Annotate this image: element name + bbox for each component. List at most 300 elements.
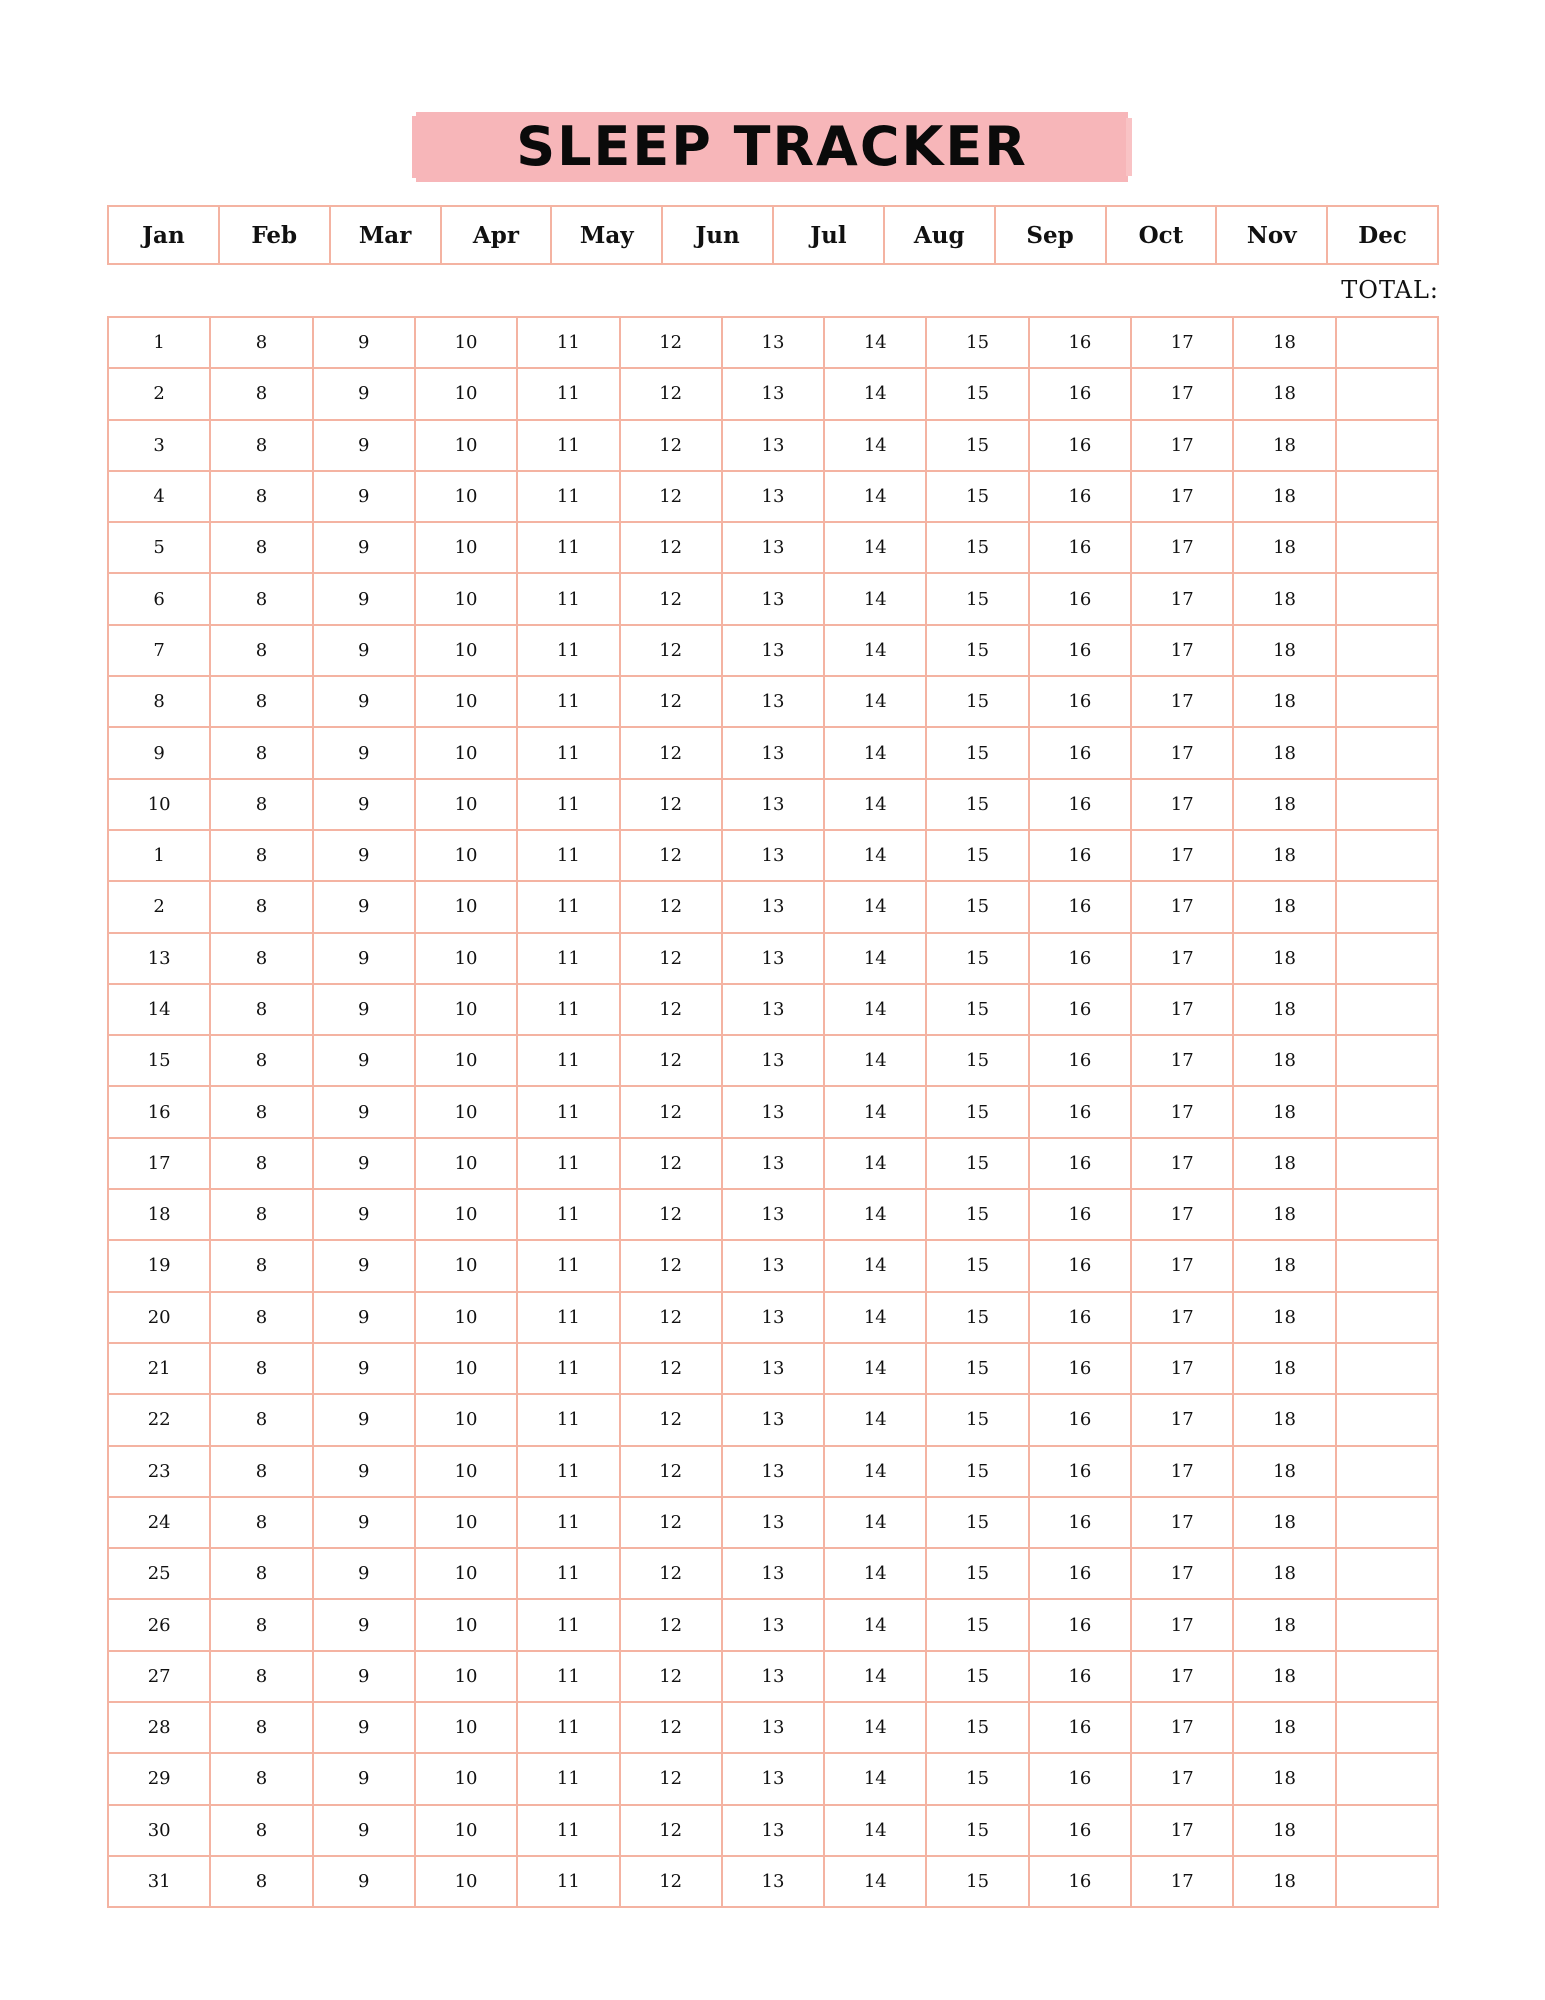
hour-cell[interactable]: 16 xyxy=(1030,1498,1132,1549)
hour-cell[interactable]: 10 xyxy=(416,1293,518,1344)
hour-cell[interactable]: 18 xyxy=(1234,523,1336,574)
hour-cell[interactable]: 9 xyxy=(314,574,416,625)
hour-cell[interactable]: 11 xyxy=(518,1498,620,1549)
hour-cell[interactable]: 12 xyxy=(621,1857,723,1908)
hour-cell[interactable]: 16 xyxy=(1030,677,1132,728)
hour-cell[interactable]: 10 xyxy=(416,1447,518,1498)
hour-cell[interactable]: 8 xyxy=(211,1754,313,1805)
hour-cell[interactable]: 9 xyxy=(314,1395,416,1446)
hour-cell[interactable]: 14 xyxy=(825,1344,927,1395)
hour-cell[interactable]: 9 xyxy=(314,1344,416,1395)
hour-cell[interactable]: 12 xyxy=(621,1190,723,1241)
hour-cell[interactable]: 18 xyxy=(1234,1600,1336,1651)
month-jan[interactable]: Jan xyxy=(109,207,220,265)
hour-cell[interactable]: 13 xyxy=(723,1549,825,1600)
hour-cell[interactable]: 16 xyxy=(1030,1190,1132,1241)
hour-cell[interactable]: 10 xyxy=(416,1806,518,1857)
hour-cell[interactable]: 14 xyxy=(825,421,927,472)
hour-cell[interactable]: 11 xyxy=(518,1087,620,1138)
month-mar[interactable]: Mar xyxy=(331,207,442,265)
hour-cell[interactable]: 10 xyxy=(416,1139,518,1190)
hour-cell[interactable]: 11 xyxy=(518,1754,620,1805)
total-cell[interactable] xyxy=(1337,1447,1439,1498)
hour-cell[interactable]: 10 xyxy=(416,1036,518,1087)
hour-cell[interactable]: 18 xyxy=(1234,1703,1336,1754)
hour-cell[interactable]: 13 xyxy=(723,1395,825,1446)
hour-cell[interactable]: 10 xyxy=(416,1241,518,1292)
hour-cell[interactable]: 18 xyxy=(1234,780,1336,831)
hour-cell[interactable]: 16 xyxy=(1030,1395,1132,1446)
total-cell[interactable] xyxy=(1337,626,1439,677)
hour-cell[interactable]: 8 xyxy=(211,780,313,831)
hour-cell[interactable]: 13 xyxy=(723,1447,825,1498)
hour-cell[interactable]: 8 xyxy=(211,1344,313,1395)
hour-cell[interactable]: 13 xyxy=(723,728,825,779)
hour-cell[interactable]: 8 xyxy=(211,523,313,574)
hour-cell[interactable]: 18 xyxy=(1234,1857,1336,1908)
hour-cell[interactable]: 8 xyxy=(211,934,313,985)
hour-cell[interactable]: 9 xyxy=(314,1754,416,1805)
hour-cell[interactable]: 9 xyxy=(314,1447,416,1498)
hour-cell[interactable]: 11 xyxy=(518,780,620,831)
hour-cell[interactable]: 15 xyxy=(927,1754,1029,1805)
total-cell[interactable] xyxy=(1337,1754,1439,1805)
hour-cell[interactable]: 15 xyxy=(927,831,1029,882)
hour-cell[interactable]: 17 xyxy=(1132,1498,1234,1549)
hour-cell[interactable]: 10 xyxy=(416,1857,518,1908)
hour-cell[interactable]: 11 xyxy=(518,1344,620,1395)
hour-cell[interactable]: 18 xyxy=(1234,626,1336,677)
total-cell[interactable] xyxy=(1337,985,1439,1036)
hour-cell[interactable]: 8 xyxy=(211,1447,313,1498)
hour-cell[interactable]: 18 xyxy=(1234,472,1336,523)
hour-cell[interactable]: 13 xyxy=(723,1087,825,1138)
hour-cell[interactable]: 10 xyxy=(416,1190,518,1241)
hour-cell[interactable]: 12 xyxy=(621,421,723,472)
hour-cell[interactable]: 10 xyxy=(416,780,518,831)
hour-cell[interactable]: 18 xyxy=(1234,677,1336,728)
month-dec[interactable]: Dec xyxy=(1328,207,1439,265)
hour-cell[interactable]: 11 xyxy=(518,1036,620,1087)
hour-cell[interactable]: 11 xyxy=(518,1395,620,1446)
hour-cell[interactable]: 9 xyxy=(314,1549,416,1600)
hour-cell[interactable]: 18 xyxy=(1234,1806,1336,1857)
hour-cell[interactable]: 8 xyxy=(211,1806,313,1857)
hour-cell[interactable]: 11 xyxy=(518,523,620,574)
hour-cell[interactable]: 14 xyxy=(825,1395,927,1446)
total-cell[interactable] xyxy=(1337,369,1439,420)
hour-cell[interactable]: 12 xyxy=(621,574,723,625)
hour-cell[interactable]: 8 xyxy=(211,1139,313,1190)
hour-cell[interactable]: 9 xyxy=(314,1857,416,1908)
hour-cell[interactable]: 16 xyxy=(1030,1703,1132,1754)
hour-cell[interactable]: 15 xyxy=(927,626,1029,677)
hour-cell[interactable]: 11 xyxy=(518,574,620,625)
hour-cell[interactable]: 15 xyxy=(927,1139,1029,1190)
month-aug[interactable]: Aug xyxy=(885,207,996,265)
hour-cell[interactable]: 13 xyxy=(723,882,825,933)
hour-cell[interactable]: 12 xyxy=(621,1139,723,1190)
hour-cell[interactable]: 12 xyxy=(621,728,723,779)
hour-cell[interactable]: 15 xyxy=(927,1498,1029,1549)
hour-cell[interactable]: 11 xyxy=(518,831,620,882)
hour-cell[interactable]: 15 xyxy=(927,728,1029,779)
hour-cell[interactable]: 13 xyxy=(723,523,825,574)
hour-cell[interactable]: 10 xyxy=(416,472,518,523)
hour-cell[interactable]: 13 xyxy=(723,1344,825,1395)
hour-cell[interactable]: 14 xyxy=(825,1087,927,1138)
hour-cell[interactable]: 14 xyxy=(825,1498,927,1549)
hour-cell[interactable]: 9 xyxy=(314,626,416,677)
total-cell[interactable] xyxy=(1337,1498,1439,1549)
hour-cell[interactable]: 10 xyxy=(416,1549,518,1600)
hour-cell[interactable]: 16 xyxy=(1030,1447,1132,1498)
hour-cell[interactable]: 13 xyxy=(723,1806,825,1857)
hour-cell[interactable]: 8 xyxy=(211,369,313,420)
hour-cell[interactable]: 12 xyxy=(621,1498,723,1549)
hour-cell[interactable]: 17 xyxy=(1132,1139,1234,1190)
hour-cell[interactable]: 11 xyxy=(518,1652,620,1703)
hour-cell[interactable]: 12 xyxy=(621,1344,723,1395)
hour-cell[interactable]: 18 xyxy=(1234,1652,1336,1703)
hour-cell[interactable]: 15 xyxy=(927,934,1029,985)
hour-cell[interactable]: 16 xyxy=(1030,1549,1132,1600)
hour-cell[interactable]: 15 xyxy=(927,985,1029,1036)
hour-cell[interactable]: 11 xyxy=(518,985,620,1036)
hour-cell[interactable]: 10 xyxy=(416,728,518,779)
hour-cell[interactable]: 13 xyxy=(723,831,825,882)
hour-cell[interactable]: 13 xyxy=(723,626,825,677)
hour-cell[interactable]: 12 xyxy=(621,985,723,1036)
hour-cell[interactable]: 14 xyxy=(825,1036,927,1087)
hour-cell[interactable]: 17 xyxy=(1132,780,1234,831)
total-cell[interactable] xyxy=(1337,1857,1439,1908)
hour-cell[interactable]: 17 xyxy=(1132,677,1234,728)
hour-cell[interactable]: 17 xyxy=(1132,985,1234,1036)
hour-cell[interactable]: 11 xyxy=(518,1600,620,1651)
hour-cell[interactable]: 17 xyxy=(1132,1600,1234,1651)
month-may[interactable]: May xyxy=(552,207,663,265)
hour-cell[interactable]: 13 xyxy=(723,421,825,472)
total-cell[interactable] xyxy=(1337,574,1439,625)
hour-cell[interactable]: 10 xyxy=(416,523,518,574)
hour-cell[interactable]: 10 xyxy=(416,1344,518,1395)
hour-cell[interactable]: 17 xyxy=(1132,1857,1234,1908)
hour-cell[interactable]: 11 xyxy=(518,318,620,369)
hour-cell[interactable]: 16 xyxy=(1030,1293,1132,1344)
hour-cell[interactable]: 15 xyxy=(927,369,1029,420)
hour-cell[interactable]: 18 xyxy=(1234,882,1336,933)
total-cell[interactable] xyxy=(1337,1190,1439,1241)
month-oct[interactable]: Oct xyxy=(1107,207,1218,265)
hour-cell[interactable]: 9 xyxy=(314,1190,416,1241)
hour-cell[interactable]: 11 xyxy=(518,626,620,677)
hour-cell[interactable]: 13 xyxy=(723,1652,825,1703)
hour-cell[interactable]: 13 xyxy=(723,1498,825,1549)
month-feb[interactable]: Feb xyxy=(220,207,331,265)
hour-cell[interactable]: 18 xyxy=(1234,1447,1336,1498)
hour-cell[interactable]: 16 xyxy=(1030,882,1132,933)
hour-cell[interactable]: 16 xyxy=(1030,318,1132,369)
hour-cell[interactable]: 8 xyxy=(211,1857,313,1908)
hour-cell[interactable]: 11 xyxy=(518,1703,620,1754)
hour-cell[interactable]: 12 xyxy=(621,882,723,933)
hour-cell[interactable]: 8 xyxy=(211,1600,313,1651)
hour-cell[interactable]: 8 xyxy=(211,677,313,728)
hour-cell[interactable]: 16 xyxy=(1030,523,1132,574)
hour-cell[interactable]: 10 xyxy=(416,882,518,933)
total-cell[interactable] xyxy=(1337,523,1439,574)
hour-cell[interactable]: 9 xyxy=(314,1036,416,1087)
hour-cell[interactable]: 18 xyxy=(1234,831,1336,882)
hour-cell[interactable]: 12 xyxy=(621,1395,723,1446)
hour-cell[interactable]: 9 xyxy=(314,934,416,985)
hour-cell[interactable]: 12 xyxy=(621,1754,723,1805)
hour-cell[interactable]: 8 xyxy=(211,318,313,369)
hour-cell[interactable]: 9 xyxy=(314,677,416,728)
total-cell[interactable] xyxy=(1337,934,1439,985)
hour-cell[interactable]: 18 xyxy=(1234,1190,1336,1241)
hour-cell[interactable]: 14 xyxy=(825,318,927,369)
hour-cell[interactable]: 12 xyxy=(621,1036,723,1087)
hour-cell[interactable]: 8 xyxy=(211,1549,313,1600)
hour-cell[interactable]: 14 xyxy=(825,1754,927,1805)
hour-cell[interactable]: 16 xyxy=(1030,626,1132,677)
hour-cell[interactable]: 9 xyxy=(314,472,416,523)
hour-cell[interactable]: 17 xyxy=(1132,1036,1234,1087)
hour-cell[interactable]: 18 xyxy=(1234,1087,1336,1138)
hour-cell[interactable]: 18 xyxy=(1234,1498,1336,1549)
hour-cell[interactable]: 12 xyxy=(621,677,723,728)
hour-cell[interactable]: 13 xyxy=(723,1600,825,1651)
hour-cell[interactable]: 14 xyxy=(825,1293,927,1344)
hour-cell[interactable]: 10 xyxy=(416,1600,518,1651)
hour-cell[interactable]: 9 xyxy=(314,369,416,420)
hour-cell[interactable]: 13 xyxy=(723,574,825,625)
hour-cell[interactable]: 9 xyxy=(314,882,416,933)
total-cell[interactable] xyxy=(1337,1344,1439,1395)
hour-cell[interactable]: 13 xyxy=(723,1241,825,1292)
total-cell[interactable] xyxy=(1337,1139,1439,1190)
hour-cell[interactable]: 14 xyxy=(825,780,927,831)
hour-cell[interactable]: 14 xyxy=(825,1549,927,1600)
month-sep[interactable]: Sep xyxy=(996,207,1107,265)
hour-cell[interactable]: 8 xyxy=(211,1395,313,1446)
hour-cell[interactable]: 13 xyxy=(723,677,825,728)
hour-cell[interactable]: 14 xyxy=(825,523,927,574)
hour-cell[interactable]: 15 xyxy=(927,677,1029,728)
hour-cell[interactable]: 8 xyxy=(211,831,313,882)
hour-cell[interactable]: 18 xyxy=(1234,1344,1336,1395)
hour-cell[interactable]: 18 xyxy=(1234,1395,1336,1446)
hour-cell[interactable]: 15 xyxy=(927,780,1029,831)
hour-cell[interactable]: 11 xyxy=(518,1549,620,1600)
hour-cell[interactable]: 14 xyxy=(825,1652,927,1703)
hour-cell[interactable]: 16 xyxy=(1030,1754,1132,1805)
hour-cell[interactable]: 14 xyxy=(825,1139,927,1190)
hour-cell[interactable]: 14 xyxy=(825,985,927,1036)
hour-cell[interactable]: 14 xyxy=(825,728,927,779)
hour-cell[interactable]: 15 xyxy=(927,882,1029,933)
hour-cell[interactable]: 12 xyxy=(621,369,723,420)
hour-cell[interactable]: 10 xyxy=(416,1754,518,1805)
total-cell[interactable] xyxy=(1337,318,1439,369)
hour-cell[interactable]: 9 xyxy=(314,728,416,779)
hour-cell[interactable]: 11 xyxy=(518,472,620,523)
hour-cell[interactable]: 10 xyxy=(416,1652,518,1703)
hour-cell[interactable]: 15 xyxy=(927,1293,1029,1344)
hour-cell[interactable]: 17 xyxy=(1132,1241,1234,1292)
hour-cell[interactable]: 16 xyxy=(1030,472,1132,523)
hour-cell[interactable]: 13 xyxy=(723,1036,825,1087)
hour-cell[interactable]: 17 xyxy=(1132,1652,1234,1703)
hour-cell[interactable]: 18 xyxy=(1234,1139,1336,1190)
hour-cell[interactable]: 8 xyxy=(211,1190,313,1241)
hour-cell[interactable]: 13 xyxy=(723,472,825,523)
hour-cell[interactable]: 17 xyxy=(1132,369,1234,420)
hour-cell[interactable]: 18 xyxy=(1234,421,1336,472)
hour-cell[interactable]: 8 xyxy=(211,1293,313,1344)
hour-cell[interactable]: 10 xyxy=(416,1395,518,1446)
hour-cell[interactable]: 9 xyxy=(314,831,416,882)
hour-cell[interactable]: 16 xyxy=(1030,934,1132,985)
hour-cell[interactable]: 9 xyxy=(314,1293,416,1344)
hour-cell[interactable]: 12 xyxy=(621,1600,723,1651)
hour-cell[interactable]: 11 xyxy=(518,369,620,420)
hour-cell[interactable]: 12 xyxy=(621,1241,723,1292)
hour-cell[interactable]: 13 xyxy=(723,780,825,831)
hour-cell[interactable]: 11 xyxy=(518,728,620,779)
hour-cell[interactable]: 15 xyxy=(927,1652,1029,1703)
hour-cell[interactable]: 11 xyxy=(518,421,620,472)
hour-cell[interactable]: 14 xyxy=(825,1447,927,1498)
hour-cell[interactable]: 15 xyxy=(927,1806,1029,1857)
hour-cell[interactable]: 17 xyxy=(1132,1754,1234,1805)
hour-cell[interactable]: 12 xyxy=(621,472,723,523)
hour-cell[interactable]: 9 xyxy=(314,318,416,369)
total-cell[interactable] xyxy=(1337,1806,1439,1857)
hour-cell[interactable]: 16 xyxy=(1030,1139,1132,1190)
hour-cell[interactable]: 11 xyxy=(518,1139,620,1190)
hour-cell[interactable]: 12 xyxy=(621,1087,723,1138)
hour-cell[interactable]: 10 xyxy=(416,1703,518,1754)
hour-cell[interactable]: 16 xyxy=(1030,1857,1132,1908)
hour-cell[interactable]: 14 xyxy=(825,677,927,728)
hour-cell[interactable]: 16 xyxy=(1030,1600,1132,1651)
total-cell[interactable] xyxy=(1337,831,1439,882)
hour-cell[interactable]: 16 xyxy=(1030,985,1132,1036)
hour-cell[interactable]: 14 xyxy=(825,1703,927,1754)
hour-cell[interactable]: 11 xyxy=(518,1293,620,1344)
hour-cell[interactable]: 9 xyxy=(314,985,416,1036)
hour-cell[interactable]: 8 xyxy=(211,1087,313,1138)
hour-cell[interactable]: 17 xyxy=(1132,626,1234,677)
hour-cell[interactable]: 17 xyxy=(1132,472,1234,523)
hour-cell[interactable]: 15 xyxy=(927,1549,1029,1600)
hour-cell[interactable]: 12 xyxy=(621,780,723,831)
hour-cell[interactable]: 14 xyxy=(825,1857,927,1908)
hour-cell[interactable]: 14 xyxy=(825,1241,927,1292)
total-cell[interactable] xyxy=(1337,1293,1439,1344)
hour-cell[interactable]: 16 xyxy=(1030,369,1132,420)
hour-cell[interactable]: 8 xyxy=(211,1703,313,1754)
hour-cell[interactable]: 8 xyxy=(211,1498,313,1549)
hour-cell[interactable]: 16 xyxy=(1030,780,1132,831)
hour-cell[interactable]: 8 xyxy=(211,421,313,472)
hour-cell[interactable]: 14 xyxy=(825,831,927,882)
hour-cell[interactable]: 13 xyxy=(723,369,825,420)
hour-cell[interactable]: 13 xyxy=(723,318,825,369)
hour-cell[interactable]: 10 xyxy=(416,831,518,882)
total-cell[interactable] xyxy=(1337,882,1439,933)
hour-cell[interactable]: 8 xyxy=(211,574,313,625)
total-cell[interactable] xyxy=(1337,780,1439,831)
hour-cell[interactable]: 10 xyxy=(416,1498,518,1549)
hour-cell[interactable]: 12 xyxy=(621,1806,723,1857)
hour-cell[interactable]: 8 xyxy=(211,728,313,779)
hour-cell[interactable]: 18 xyxy=(1234,369,1336,420)
hour-cell[interactable]: 18 xyxy=(1234,574,1336,625)
hour-cell[interactable]: 12 xyxy=(621,318,723,369)
total-cell[interactable] xyxy=(1337,1652,1439,1703)
hour-cell[interactable]: 11 xyxy=(518,1857,620,1908)
hour-cell[interactable]: 10 xyxy=(416,574,518,625)
hour-cell[interactable]: 15 xyxy=(927,1190,1029,1241)
hour-cell[interactable]: 16 xyxy=(1030,1652,1132,1703)
hour-cell[interactable]: 17 xyxy=(1132,882,1234,933)
month-nov[interactable]: Nov xyxy=(1217,207,1328,265)
hour-cell[interactable]: 12 xyxy=(621,1549,723,1600)
hour-cell[interactable]: 11 xyxy=(518,1447,620,1498)
hour-cell[interactable]: 17 xyxy=(1132,1806,1234,1857)
hour-cell[interactable]: 9 xyxy=(314,1600,416,1651)
hour-cell[interactable]: 15 xyxy=(927,1857,1029,1908)
hour-cell[interactable]: 9 xyxy=(314,1652,416,1703)
total-cell[interactable] xyxy=(1337,1241,1439,1292)
hour-cell[interactable]: 16 xyxy=(1030,574,1132,625)
hour-cell[interactable]: 14 xyxy=(825,472,927,523)
hour-cell[interactable]: 10 xyxy=(416,934,518,985)
hour-cell[interactable]: 13 xyxy=(723,1190,825,1241)
hour-cell[interactable]: 9 xyxy=(314,1241,416,1292)
hour-cell[interactable]: 17 xyxy=(1132,831,1234,882)
hour-cell[interactable]: 14 xyxy=(825,1806,927,1857)
hour-cell[interactable]: 9 xyxy=(314,780,416,831)
hour-cell[interactable]: 16 xyxy=(1030,1344,1132,1395)
hour-cell[interactable]: 14 xyxy=(825,882,927,933)
hour-cell[interactable]: 8 xyxy=(211,1036,313,1087)
hour-cell[interactable]: 11 xyxy=(518,677,620,728)
hour-cell[interactable]: 13 xyxy=(723,1293,825,1344)
hour-cell[interactable]: 13 xyxy=(723,1703,825,1754)
hour-cell[interactable]: 17 xyxy=(1132,1549,1234,1600)
hour-cell[interactable]: 18 xyxy=(1234,728,1336,779)
hour-cell[interactable]: 17 xyxy=(1132,1344,1234,1395)
hour-cell[interactable]: 15 xyxy=(927,421,1029,472)
hour-cell[interactable]: 16 xyxy=(1030,1241,1132,1292)
hour-cell[interactable]: 15 xyxy=(927,318,1029,369)
hour-cell[interactable]: 9 xyxy=(314,523,416,574)
hour-cell[interactable]: 9 xyxy=(314,1806,416,1857)
total-cell[interactable] xyxy=(1337,421,1439,472)
total-cell[interactable] xyxy=(1337,1395,1439,1446)
hour-cell[interactable]: 15 xyxy=(927,1241,1029,1292)
hour-cell[interactable]: 12 xyxy=(621,1652,723,1703)
hour-cell[interactable]: 10 xyxy=(416,985,518,1036)
hour-cell[interactable]: 13 xyxy=(723,1139,825,1190)
hour-cell[interactable]: 12 xyxy=(621,1703,723,1754)
hour-cell[interactable]: 8 xyxy=(211,626,313,677)
